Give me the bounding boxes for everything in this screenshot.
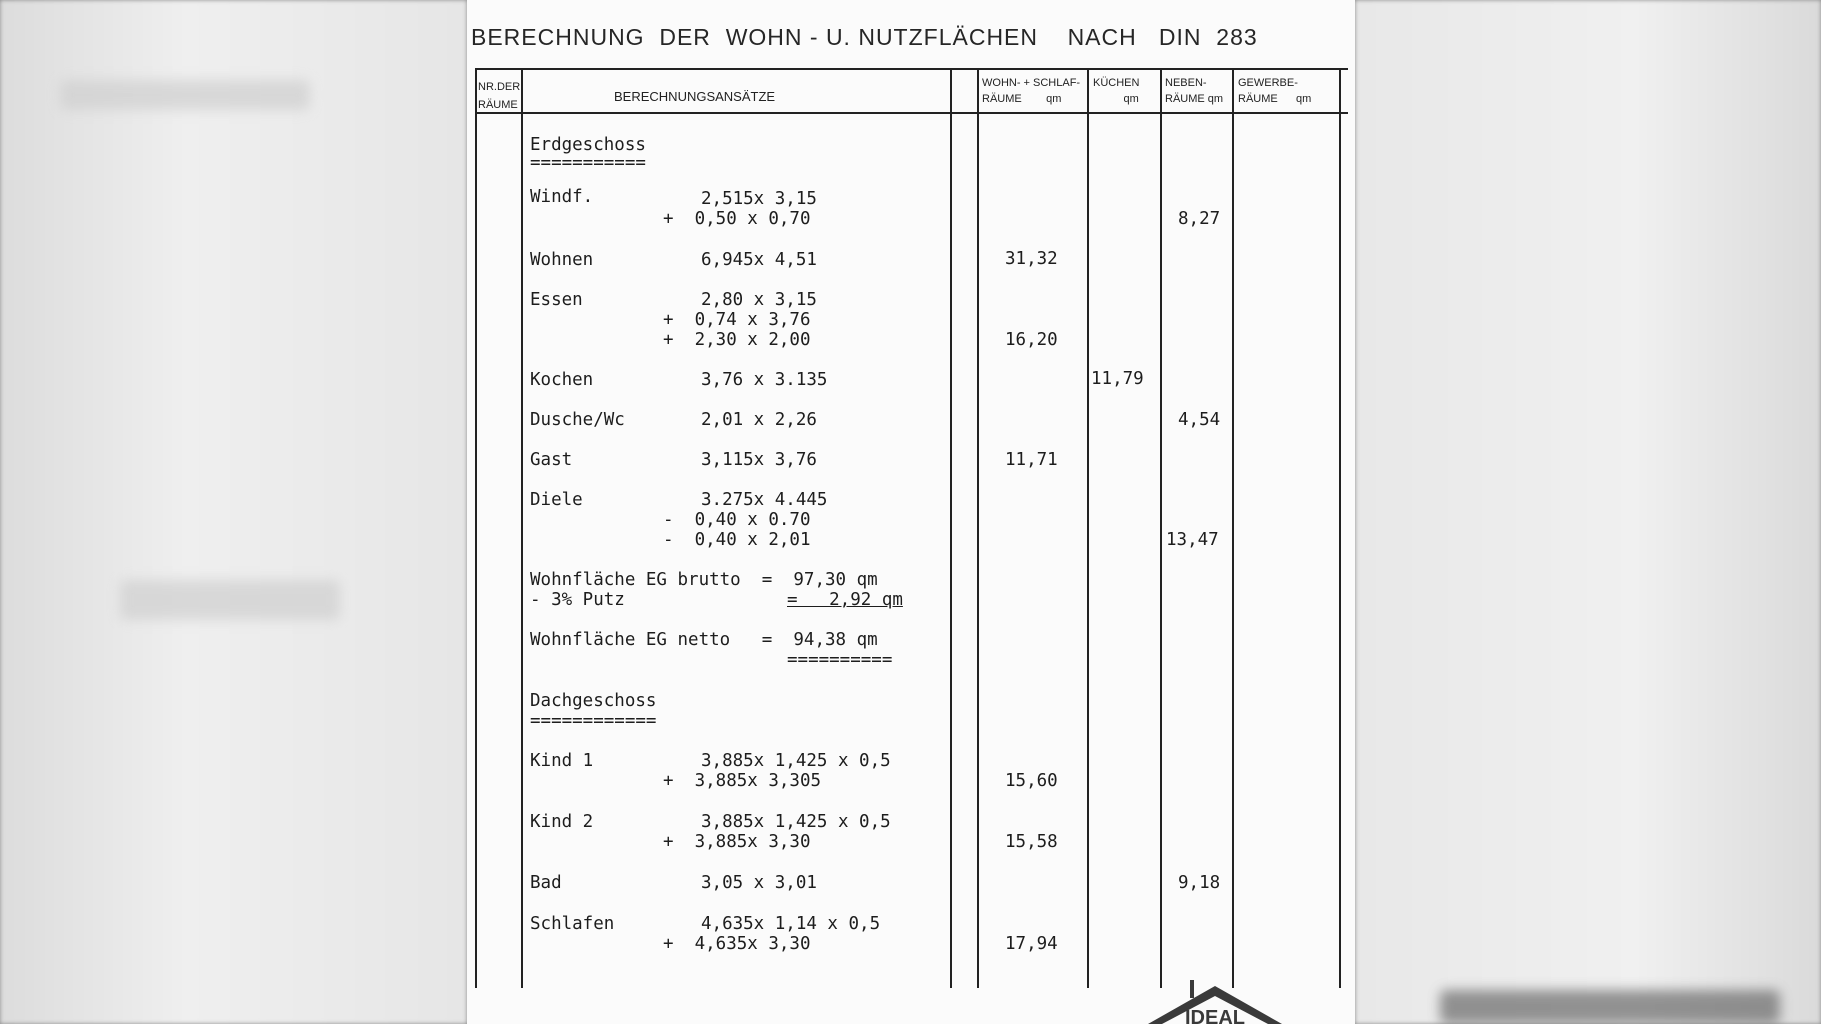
room-label: Gast <box>530 450 573 470</box>
section-rule: =========== <box>530 153 646 173</box>
formula: 4,635x 1,14 x 0,5 <box>701 914 881 934</box>
column-divider <box>1160 68 1162 988</box>
section-title-eg: Erdgeschoss <box>530 135 646 155</box>
header-kuechen: KÜCHEN qm <box>1093 77 1140 105</box>
column-divider <box>977 68 979 988</box>
logo-text: IDEAL <box>1185 1007 1245 1024</box>
putz-value: = 2,92 qm <box>787 590 903 610</box>
formula: 2,515x 3,15 <box>701 189 817 209</box>
column-divider <box>1087 68 1089 988</box>
column-divider <box>1232 68 1234 988</box>
total-brutto: Wohnfläche EG brutto = 97,30 qm <box>530 570 878 590</box>
column-divider <box>950 68 952 988</box>
value-neben: 4,54 <box>1178 410 1221 430</box>
header-ansaetze: BERECHNUNGSANSÄTZE <box>614 89 776 104</box>
formula: + 4,635x 3,30 <box>663 934 811 954</box>
formula: + 0,74 x 3,76 <box>663 310 811 330</box>
section-title-dg: Dachgeschoss <box>530 691 657 711</box>
value-wohn: 17,94 <box>1005 934 1058 954</box>
total-netto: Wohnfläche EG netto = 94,38 qm <box>530 630 878 650</box>
header-bottom-border <box>475 112 1348 114</box>
formula: + 0,50 x 0,70 <box>663 209 811 229</box>
value-kueche: 11,79 <box>1091 369 1144 389</box>
background-blur-shape <box>1440 990 1780 1024</box>
room-label: Dusche/Wc <box>530 410 625 430</box>
value-wohn: 16,20 <box>1005 330 1058 350</box>
table-top-border <box>475 68 1348 70</box>
formula: - 0,40 x 2,01 <box>663 530 811 550</box>
formula: 2,01 x 2,26 <box>701 410 817 430</box>
blurred-background-left <box>0 0 467 1024</box>
value-wohn: 15,60 <box>1005 771 1058 791</box>
room-label: Schlafen <box>530 914 615 934</box>
value-wohn: 15,58 <box>1005 832 1058 852</box>
blurred-background-right <box>1355 0 1821 1024</box>
formula: 6,945x 4,51 <box>701 250 817 270</box>
ideal-logo <box>1140 980 1290 1024</box>
formula: 3,05 x 3,01 <box>701 873 817 893</box>
formula: 3.275x 4.445 <box>701 490 828 510</box>
column-divider <box>521 68 523 988</box>
column-divider <box>1339 68 1341 988</box>
header-nr: NR.DER RÄUME <box>478 81 521 111</box>
section-rule: ============ <box>530 711 657 731</box>
value-wohn: 31,32 <box>1005 249 1058 269</box>
room-label: Essen <box>530 290 583 310</box>
putz-label: - 3% Putz <box>530 590 625 610</box>
value-neben: 13,47 <box>1166 530 1219 550</box>
total-netto-rule: ========== <box>787 650 893 670</box>
header-wohn: WOHN- + SCHLAF- RÄUME qm <box>982 77 1081 105</box>
formula: 2,80 x 3,15 <box>701 290 817 310</box>
formula: + 3,885x 3,305 <box>663 771 822 791</box>
formula: 3,115x 3,76 <box>701 450 817 470</box>
room-label: Kind 2 <box>530 812 594 832</box>
value-neben: 9,18 <box>1178 873 1221 893</box>
background-blur-shape <box>60 80 310 110</box>
room-label: Bad <box>530 873 562 893</box>
value-wohn: 11,71 <box>1005 450 1058 470</box>
room-label: Wohnen <box>530 250 594 270</box>
column-divider <box>475 68 477 988</box>
document-title: BERECHNUNG DER WOHN - U. NUTZFLÄCHEN NACH DIN 283 <box>471 24 1258 50</box>
formula: 3,885x 1,425 x 0,5 <box>701 751 891 771</box>
room-label: Kochen <box>530 370 594 390</box>
formula: 3,885x 1,425 x 0,5 <box>701 812 891 832</box>
formula: + 3,885x 3,30 <box>663 832 811 852</box>
formula: - 0,40 x 0.70 <box>663 510 811 530</box>
value-neben: 8,27 <box>1178 209 1221 229</box>
header-gewerbe: GEWERBE- RÄUME qm <box>1238 77 1312 105</box>
formula: + 2,30 x 2,00 <box>663 330 811 350</box>
room-label: Windf. <box>530 187 594 207</box>
header-neben: NEBEN- RÄUME qm <box>1165 77 1224 105</box>
background-blur-shape <box>120 580 340 620</box>
formula: 3,76 x 3.135 <box>701 370 828 390</box>
room-label: Kind 1 <box>530 751 594 771</box>
document-page <box>467 0 1355 1024</box>
room-label: Diele <box>530 490 583 510</box>
